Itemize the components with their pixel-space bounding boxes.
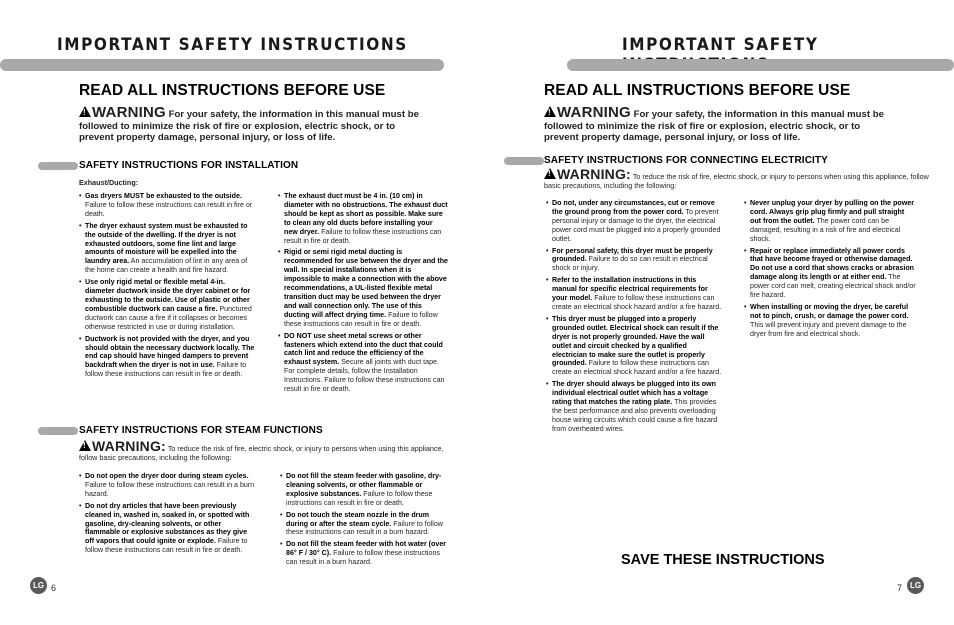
header-bar [0,59,444,71]
bullet-bold-text: Rigid or semi rigid metal ducting is recommended for use between the dryer and the wall. In special installations when it is impossible to make a connection with the above recommendations, a UL-listed flexible metal transition duct may be used between the dryer and wall connection only. The use of this ducting will affect drying time. [284,248,448,319]
bullet-text: An accumulation of lint in any area of the home can create a health and fire hazard. [85,257,248,275]
bullet-item [79,222,256,275]
warning-word: WARNING: [92,438,166,454]
bullet-bold-text: Do not, under any circumstances, cut or remove the ground prong from the power cord. [552,199,715,216]
bullet-bold-text: The dryer should always be plugged into its own individual electrical outlet which has a voltage rating that matches the rating plate. [552,380,716,407]
steam-section-title: SAFETY INSTRUCTIONS FOR STEAM FUNCTIONS [79,425,323,436]
read-all-heading: READ ALL INSTRUCTIONS BEFORE USE [79,82,386,99]
warning-text: For your safety, the information in this manual must be followed to minimize the risk of fire or explosion, electric shock, or to prevent property damage, personal injury, or loss of life. [544,109,884,144]
bullet-item [546,380,722,433]
bullet-item [79,192,256,219]
lg-logo: LG [30,577,47,594]
warning-word: WARNING [92,104,166,121]
bullet-bold-text: The exhaust duct must be 4 in. (10 cm) in diameter with no obstructions. The exhaust duct should be kept as short as possible. Make sure to clean any old ducts before installing your new dryer. [284,192,448,236]
steam-col-1 [79,472,256,558]
bullet-item [280,540,450,567]
steam-warning [79,440,449,462]
bullet-text: Failure to follow these instructions can result in fire or death. [284,227,442,245]
bullet-text: This will prevent injury and prevent damage to the dryer from fire and electrical shock. [750,320,907,338]
bullet-bold-text: Never unplug your dryer by pulling on the power cord. Always grip plug firmly and pull straight out from the outlet. [750,199,914,225]
bullet-text: Failure to follow these instructions can result in fire or death. [85,200,253,218]
bullet-item [744,247,916,300]
warning-triangle-icon [544,168,556,179]
bullet-text: Failure to follow these instructions can create an electrical shock hazard and/or a fire hazard. [552,294,722,311]
exhaust-subhead: Exhaust/Ducting: [79,178,139,187]
bullet-text: This provides the best performance and also prevents overloading house wiring circuits which could cause a fire hazard from overheated wires. [552,398,718,433]
warning-word: WARNING: [557,166,631,182]
section-pill [38,162,78,170]
bullet-bold-text: Do not fill the steam feeder with hot water (over 86° F / 30° C). [286,540,447,558]
bullet-text: The power cord can melt, creating electrical shock and/or fire hazard. [750,273,916,300]
section-pill [38,427,78,435]
bullet-text: Failure to do so can result in electrical shock or injury. [552,255,708,273]
installation-col-1 [79,192,256,382]
bullet-item [280,511,450,538]
bullet-item [278,192,448,245]
bullet-text: To prevent personal injury or damage to the dryer, the electrical power cord must be plugged into a properly grounded outlet. [552,207,721,243]
bullet-item [79,335,256,380]
bullet-bold-text: Do not touch the steam nozzle in the drum during or after the steam cycle. [286,510,430,528]
bullet-bold-text: Do not dry articles that have been previously cleaned in, washed in, soaked in, or spotted with gasoline, dry-cleaning solvents, or other flammable or explosive substances as they give off vapors that could ignite or explode. [85,501,250,546]
save-instructions: SAVE THESE INSTRUCTIONS [621,552,825,568]
warning-text: For your safety, the information in this manual must be followed to minimize the risk of fire or explosion, electric shock, or to prevent property damage, personal injury, or loss of life. [79,109,419,144]
steam-col-2 [280,472,450,570]
lg-logo: LG [907,577,924,594]
warning-block [79,106,429,144]
bullet-item [278,332,448,394]
bullet-text: Failure to follow these instructions can result in fire or death. [286,489,433,507]
page-number: 7 [897,583,903,593]
bullet-bold-text: Ductwork is not provided with the dryer, and you should obtain the necessary ductwork locally. The end cap should have hinged dampers to prevent backdraft when the dryer is not in use. [85,334,255,370]
page-number: 6 [51,583,57,593]
bullet-text: Failure to follow these instructions can result in fire or death. [85,537,248,555]
bullet-bold-text: This dryer must be plugged into a properly grounded outlet. Electrical shock can result if the dryer is not properly grounded. Have the wall outlet and circuit checked by a qualified electrician to make sure the outlet is properly grounded. [552,314,719,368]
bullet-item [280,472,450,508]
bullet-text: Failure to follow these instructions can result in fire or death. [85,361,247,379]
header-bar [567,59,954,71]
bullet-bold-text: When installing or moving the dryer, be careful not to pinch, crush, or damage the power cord. [750,302,909,320]
bullet-text: Secure all joints with duct tape. For complete details, follow the Installation Instructions. Failure to follow these instructions can result in fire or death. [284,358,445,394]
installation-section-title: SAFETY INSTRUCTIONS FOR INSTALLATION [79,160,299,171]
warning-word: WARNING [557,104,631,121]
page-header-title: IMPORTANT SAFETY [622,35,819,55]
electricity-col-1 [546,199,722,437]
electricity-warning-text: To reduce the risk of fire, electric shock, or injury to persons when using this appliance, follow basic precautions, including the following: [544,172,929,190]
bullet-bold-text: Do not open the dryer door during steam cycles. [85,472,249,480]
bullet-bold-text: For personal safety, this dryer must be properly grounded. [552,246,713,264]
bullet-item [546,199,722,244]
warning-triangle-icon [79,440,91,451]
bullet-bold-text: DO NOT use sheet metal screws or other fasteners which extend into the duct that could catch lint and reduce the efficiency of the exhaust system. [284,331,443,367]
bullet-item [546,315,722,377]
read-all-heading: READ ALL INSTRUCTIONS BEFORE USE [544,82,851,99]
bullet-text: Failure to follow these instructions can result in fire or death. [284,310,438,328]
warning-triangle-icon [544,106,556,117]
bullet-bold-text: Do not fill the steam feeder with gasoline, dry-cleaning solvents, or other flammable or explosive substances. [286,472,442,498]
right-page [477,0,954,625]
electricity-col-2 [744,199,916,342]
bullet-item [79,472,256,499]
warning-block [544,106,894,144]
bullet-item [546,247,722,274]
bullet-bold-text: Gas dryers MUST be exhausted to the outside. [85,192,242,200]
bullet-item [79,502,256,555]
bullet-item [278,248,448,328]
bullet-bold-text: The dryer exhaust system must be exhausted to the outside of the dwelling. If the dryer is not exhausted outdoors, some fine lint and large amounts of moisture will be expelled into the laundry area. [85,221,248,266]
bullet-text: The power cord can be damaged, resulting in a risk of fire and electrical shock. [750,216,901,243]
page-header-title: IMPORTANT SAFETY INSTRUCTIONS [57,35,408,55]
bullet-text: Failure to follow these instructions can result in a burn hazard. [85,480,255,498]
bullet-text: Failure to follow these instructions can result in a burn hazard. [286,549,440,567]
bullet-item [744,303,916,339]
bullet-bold-text: Repair or replace immediately all power cords that have become frayed or otherwise damaged. Do not use a cord that shows cracks or abrasion damage along its length or at either end. [750,246,914,282]
bullet-bold-text: Refer to the installation instructions in this manual for specific electrical requirements for your model. [552,276,708,303]
electricity-section-title: SAFETY INSTRUCTIONS FOR CONNECTING ELECTRICITY [544,155,828,166]
warning-triangle-icon [79,106,91,117]
bullet-item [79,278,256,331]
bullet-bold-text: Use only rigid metal or flexible metal 4-in. diameter ductwork inside the dryer cabinet or for exhausting to the outside. Use of plastic or other combustible ductwork can cause a fire. [85,278,251,313]
section-pill [504,157,544,165]
bullet-text: Failure to follow these instructions can result in a burn hazard. [286,519,443,537]
bullet-text: Punctured ductwork can cause a fire if it collapses or becomes otherwise restricted in use or during installation. [85,304,252,331]
bullet-text: Failure to follow these instructions can create an electrical shock hazard and/or a fire hazard. [552,359,722,377]
bullet-item [744,199,916,244]
steam-warning-text: To reduce the risk of fire, electric shock, or injury to persons when using this appliance, follow basic precautions, including the following: [79,444,444,462]
electricity-warning [544,168,944,190]
installation-col-2 [278,192,448,397]
bullet-item [546,276,722,312]
